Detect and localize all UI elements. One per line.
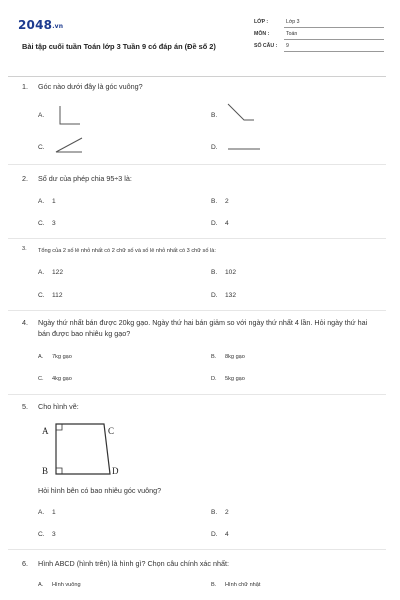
option-c[interactable] — [38, 292, 63, 299]
option-text: 5kg gạo — [225, 376, 245, 382]
question-text: Tổng của 2 số lẻ nhỏ nhất có 2 chữ số và số lẻ nhỏ nhất có 3 chữ số là: — [38, 248, 216, 254]
site-logo[interactable]: 2048.vn — [18, 18, 64, 32]
option-text: 2 — [225, 198, 229, 205]
option-d[interactable] — [211, 531, 229, 538]
vertex-label: A — [42, 426, 49, 436]
option-c[interactable] — [38, 376, 72, 382]
question-text: Hình ABCD (hình trên) là hình gì? Chọn câu chính xác nhất: — [38, 559, 229, 568]
question-number: 1. — [22, 82, 28, 91]
option-a[interactable] — [38, 509, 56, 516]
acute-angle-figure — [56, 138, 84, 154]
question-text: Cho hình vẽ: — [38, 402, 79, 411]
option-text: 102 — [225, 269, 237, 276]
option-b[interactable] — [211, 509, 229, 516]
vertex-label: D — [112, 466, 119, 476]
option-text: 4 — [225, 220, 229, 227]
option-text: 3 — [52, 531, 56, 538]
option-letter: C. — [38, 376, 44, 382]
option-c[interactable] — [38, 531, 56, 538]
option-text: Hình chữ nhật — [225, 582, 261, 588]
option-b[interactable] — [211, 198, 229, 205]
option-a[interactable] — [38, 582, 81, 588]
trapezoid-shape — [56, 424, 110, 474]
option-a[interactable] — [38, 112, 52, 119]
question-divider — [8, 310, 386, 311]
question-number: 3. — [22, 246, 27, 252]
option-c[interactable] — [38, 220, 56, 227]
option-letter: D. — [211, 220, 218, 227]
option-text: 3 — [52, 220, 56, 227]
vertex-label: C — [108, 426, 115, 436]
option-b[interactable] — [211, 582, 260, 588]
option-text: 112 — [52, 292, 63, 299]
option-text: 1 — [52, 198, 56, 205]
question-divider — [8, 549, 386, 550]
option-d[interactable] — [211, 292, 236, 299]
question-text: Góc nào dưới đây là góc vuông? — [38, 82, 143, 91]
meta-value: Lớp 3 — [284, 19, 384, 28]
meta-row-subject — [254, 28, 386, 40]
option-letter: B. — [211, 509, 218, 516]
option-letter: D. — [211, 531, 218, 538]
option-d[interactable] — [211, 220, 229, 227]
right-angle-mark-b — [56, 468, 62, 474]
option-c[interactable] — [38, 144, 52, 151]
option-text: 122 — [52, 269, 64, 276]
meta-label: LỚP : — [254, 19, 269, 25]
option-letter: D. — [211, 292, 218, 299]
option-letter: B. — [211, 269, 218, 276]
option-text: 4kg gạo — [52, 376, 72, 382]
option-text: 7kg gạo — [52, 354, 72, 360]
question-divider — [8, 238, 386, 239]
meta-label: SỐ CÂU : — [254, 43, 278, 49]
option-letter: C. — [38, 220, 45, 227]
question-number: 6. — [22, 559, 28, 568]
worksheet-meta — [254, 16, 386, 52]
meta-value: 9 — [284, 43, 384, 52]
meta-label: MÔN : — [254, 31, 270, 37]
option-letter: A. — [38, 354, 44, 360]
worksheet-header — [16, 10, 386, 72]
option-text: Hình vuông — [52, 582, 81, 588]
option-a[interactable] — [38, 198, 56, 205]
option-letter: C. — [38, 531, 45, 538]
option-text: 8kg gạo — [225, 354, 245, 360]
straight-angle-figure — [228, 148, 262, 150]
option-letter: D. — [211, 376, 217, 382]
option-b[interactable] — [211, 112, 225, 119]
question-number: 4. — [22, 318, 28, 327]
question-number: 5. — [22, 402, 28, 411]
option-letter: B. — [211, 198, 218, 205]
option-letter: B. — [211, 112, 218, 119]
worksheet-title: Bài tập cuối tuần Toán lớp 3 Tuần 9 có đáp án (Đề số 2) — [22, 42, 216, 51]
right-angle-mark-a — [56, 424, 62, 430]
option-d[interactable] — [211, 376, 245, 382]
option-letter: B. — [211, 582, 217, 588]
option-a[interactable] — [38, 354, 72, 360]
option-text: 2 — [225, 509, 229, 516]
option-text: 132 — [225, 292, 237, 299]
option-letter: A. — [38, 269, 45, 276]
obtuse-angle-figure — [228, 104, 254, 126]
vertex-label: B — [42, 466, 49, 476]
option-a[interactable] — [38, 269, 63, 276]
option-b[interactable] — [211, 269, 236, 276]
option-letter: A. — [38, 112, 45, 119]
option-letter: C. — [38, 292, 45, 299]
right-angle-figure — [58, 106, 82, 126]
trapezoid-figure — [40, 420, 130, 478]
meta-value: Toán — [284, 31, 384, 40]
option-letter: B. — [211, 354, 217, 360]
option-d[interactable] — [211, 144, 225, 151]
question-text: Số dư của phép chia 95÷3 là: — [38, 174, 132, 183]
option-letter: A. — [38, 509, 45, 516]
option-letter: A. — [38, 198, 45, 205]
option-text: 1 — [52, 509, 56, 516]
option-letter: D. — [211, 144, 218, 151]
option-b[interactable] — [211, 354, 245, 360]
header-divider — [8, 76, 386, 77]
option-letter: A. — [38, 582, 44, 588]
option-text: 4 — [225, 531, 229, 538]
question-text: Ngày thứ nhất bán được 20kg gạo. Ngày thứ hai bán giảm so với ngày thứ nhất 4 lần. Hỏi ngày thứ hai bán được bao nhiêu kg gạo? — [38, 318, 368, 338]
meta-row-count — [254, 40, 386, 52]
meta-row-class — [254, 16, 386, 28]
question-divider — [8, 394, 386, 395]
question-divider — [8, 164, 386, 165]
question-subtext: Hỏi hình bên có bao nhiêu góc vuông? — [38, 486, 162, 495]
option-letter: C. — [38, 144, 45, 151]
question-number: 2. — [22, 174, 28, 183]
